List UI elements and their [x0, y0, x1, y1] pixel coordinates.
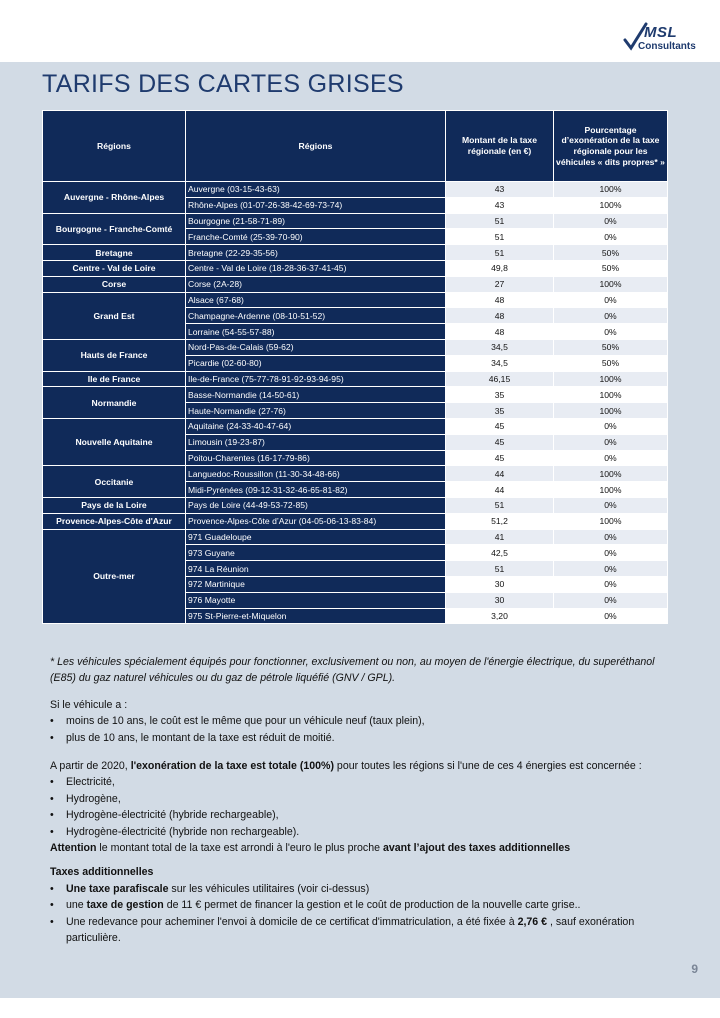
exo-text: A partir de 2020, — [50, 760, 131, 773]
header-pourcentage: Pourcentage d’exonération de la taxe régionale pour les véhicules « dits propres* » — [554, 111, 668, 182]
header-departements: Régions — [186, 111, 446, 182]
amount-cell: 42,5 — [446, 545, 554, 561]
attention-label: Attention — [50, 842, 97, 855]
amount-cell: 48 — [446, 292, 554, 308]
dept-cell: Centre - Val de Loire (18-28-36-37-41-45) — [186, 260, 446, 276]
table-row — [43, 245, 668, 261]
dept-cell: 972 Martinique — [186, 576, 446, 592]
list-item: • moins de 10 ans, le coût est le même que pour un véhicule neuf (taux plein), — [50, 713, 670, 729]
dept-cell: Midi-Pyrénées (09-12-31-32-46-65-81-82) — [186, 482, 446, 498]
list-item: • Hydrogène, — [50, 791, 670, 807]
dept-cell: 973 Guyane — [186, 545, 446, 561]
table-row — [43, 339, 668, 355]
region-cell: Grand Est — [43, 292, 186, 339]
pct-cell: 100% — [554, 387, 668, 403]
amount-cell: 48 — [446, 308, 554, 324]
pct-cell: 50% — [554, 260, 668, 276]
amount-cell: 51 — [446, 213, 554, 229]
table-row — [43, 387, 668, 403]
pct-cell: 100% — [554, 371, 668, 387]
footnote: * Les véhicules spécialement équipés pour fonctionner, exclusivement ou non, au moyen de l'énergie électrique, du superéthanol (E85) du gaz naturel véhicules ou du gaz de pétrole liquéfié (GNV / GPL). — [50, 656, 655, 685]
region-cell: Bourgogne - Franche-Comté — [43, 213, 186, 245]
amount-cell: 43 — [446, 182, 554, 198]
tarifs-table — [42, 110, 668, 624]
table-row — [43, 418, 668, 434]
amount-cell: 41 — [446, 529, 554, 545]
dept-cell: Bretagne (22-29-35-56) — [186, 245, 446, 261]
pct-cell: 0% — [554, 418, 668, 434]
taxes-title-text: Taxes additionnelles — [50, 866, 154, 879]
exoneration-paragraph — [50, 758, 670, 774]
tax1-bold: Une taxe parafiscale — [66, 882, 169, 895]
list-item — [50, 914, 670, 947]
list-item: • Hydrogène-électricité (hybride rechargeable), — [50, 807, 670, 823]
amount-cell: 34,5 — [446, 339, 554, 355]
table-row — [43, 466, 668, 482]
pct-cell: 100% — [554, 197, 668, 213]
pct-cell: 100% — [554, 182, 668, 198]
pct-cell: 0% — [554, 545, 668, 561]
amount-cell: 35 — [446, 403, 554, 419]
dept-cell: Lorraine (54-55-57-88) — [186, 324, 446, 340]
table-row — [43, 182, 668, 198]
list-item — [50, 897, 670, 913]
dept-cell: Alsace (67-68) — [186, 292, 446, 308]
list-item: • plus de 10 ans, le montant de la taxe est réduit de moitié. — [50, 730, 670, 746]
amount-cell: 35 — [446, 387, 554, 403]
tax3-bold: 2,76 € — [517, 915, 548, 928]
amount-cell: 45 — [446, 434, 554, 450]
dept-cell: Haute-Normandie (27-76) — [186, 403, 446, 419]
attention-paragraph — [50, 840, 670, 856]
amount-cell: 43 — [446, 197, 554, 213]
pct-cell: 0% — [554, 213, 668, 229]
amount-cell: 34,5 — [446, 355, 554, 371]
taxes-list — [50, 881, 670, 947]
region-cell: Outre-mer — [43, 529, 186, 624]
amount-cell: 44 — [446, 482, 554, 498]
amount-cell: 44 — [446, 466, 554, 482]
age-intro: Si le véhicule a : — [50, 698, 128, 711]
pct-cell: 0% — [554, 229, 668, 245]
table-row — [43, 213, 668, 229]
amount-cell: 48 — [446, 324, 554, 340]
pct-cell: 0% — [554, 576, 668, 592]
pct-cell: 0% — [554, 561, 668, 577]
table-row — [43, 513, 668, 529]
amount-cell: 51 — [446, 561, 554, 577]
tax2-bold: taxe de gestion — [86, 899, 164, 912]
amount-cell: 3,20 — [446, 608, 554, 624]
pct-cell: 0% — [554, 434, 668, 450]
dept-cell: Nord-Pas-de-Calais (59-62) — [186, 339, 446, 355]
amount-cell: 30 — [446, 576, 554, 592]
pct-cell: 0% — [554, 497, 668, 513]
dept-cell: Basse-Normandie (14-50-61) — [186, 387, 446, 403]
region-cell: Auvergne - Rhône-Alpes — [43, 182, 186, 214]
dept-cell: Pays de Loire (44-49-53-72-85) — [186, 497, 446, 513]
pct-cell: 0% — [554, 529, 668, 545]
pct-cell: 0% — [554, 324, 668, 340]
pct-cell: 50% — [554, 339, 668, 355]
tax3-text: , sauf exonération particulière. — [66, 915, 635, 945]
tax2-pre: une — [66, 899, 87, 912]
page-header — [0, 0, 720, 62]
pct-cell: 50% — [554, 245, 668, 261]
list-item: • Electricité, — [50, 774, 670, 790]
dept-cell: Provence-Alpes-Côte d’Azur (04-05-06-13-83-84) — [186, 513, 446, 529]
msl-logo — [622, 20, 696, 60]
region-cell: Occitanie — [43, 466, 186, 498]
dept-cell: 976 Mayotte — [186, 592, 446, 608]
table-row — [43, 371, 668, 387]
amount-cell: 46,15 — [446, 371, 554, 387]
pct-cell: 0% — [554, 450, 668, 466]
dept-cell: Ile-de-France (75-77-78-91-92-93-94-95) — [186, 371, 446, 387]
region-cell: Corse — [43, 276, 186, 292]
dept-cell: 975 St-Pierre-et-Miquelon — [186, 608, 446, 624]
table-row — [43, 529, 668, 545]
header-regions: Régions — [43, 111, 186, 182]
dept-cell: Franche-Comté (25-39-70-90) — [186, 229, 446, 245]
region-cell: Hauts de France — [43, 339, 186, 371]
dept-cell: Rhône-Alpes (01-07-26-38-42-69-73-74) — [186, 197, 446, 213]
dept-cell: Auvergne (03-15-43-63) — [186, 182, 446, 198]
dept-cell: Picardie (02-60-80) — [186, 355, 446, 371]
dept-cell: 974 La Réunion — [186, 561, 446, 577]
attention-bold-text: avant l’ajout des taxes additionnelles — [382, 842, 571, 855]
notes-section — [50, 654, 670, 947]
attention-text: le montant total de la taxe est arrondi à l'euro le plus proche — [96, 842, 383, 855]
logo-line1: MSL — [644, 24, 678, 41]
pct-cell: 100% — [554, 482, 668, 498]
pct-cell: 0% — [554, 608, 668, 624]
tax1-text: sur les véhicules utilitaires (voir ci-dessus) — [168, 882, 370, 895]
pct-cell: 100% — [554, 513, 668, 529]
page-title: TARIFS DES CARTES GRISES — [42, 70, 404, 98]
logo-line2: Consultants — [638, 41, 696, 52]
dept-cell: Aquitaine (24-33-40-47-64) — [186, 418, 446, 434]
exo-bold-text: l'exonération de la taxe est totale (100%) — [130, 760, 334, 773]
amount-cell: 51 — [446, 229, 554, 245]
table-body — [43, 182, 668, 624]
dept-cell: Languedoc-Roussillon (11-30-34-48-66) — [186, 466, 446, 482]
energies-list — [50, 774, 670, 840]
tax2-text: de 11 € permet de financer la gestion et le coût de production de la nouvelle carte grise.. — [163, 899, 581, 912]
region-cell: Centre - Val de Loire — [43, 260, 186, 276]
table-row — [43, 292, 668, 308]
table-row — [43, 260, 668, 276]
pct-cell: 50% — [554, 355, 668, 371]
pct-cell: 0% — [554, 592, 668, 608]
amount-cell: 49,8 — [446, 260, 554, 276]
amount-cell: 51,2 — [446, 513, 554, 529]
region-cell: Provence-Alpes-Côte d'Azur — [43, 513, 186, 529]
list-item: • Hydrogène-électricité (hybride non rechargeable). — [50, 824, 670, 840]
amount-cell: 51 — [446, 497, 554, 513]
amount-cell: 45 — [446, 450, 554, 466]
dept-cell: Bourgogne (21-58-71-89) — [186, 213, 446, 229]
amount-cell: 27 — [446, 276, 554, 292]
region-cell: Normandie — [43, 387, 186, 419]
region-cell: Ile de France — [43, 371, 186, 387]
list-item — [50, 881, 670, 897]
table-row — [43, 276, 668, 292]
age-list — [50, 713, 670, 746]
amount-cell: 45 — [446, 418, 554, 434]
dept-cell: Champagne-Ardenne (08-10-51-52) — [186, 308, 446, 324]
pct-cell: 0% — [554, 292, 668, 308]
tax3-pre: Une redevance pour acheminer l'envoi à domicile de ce certificat d'immatriculation, a été fixée à — [66, 915, 518, 928]
dept-cell: Poitou-Charentes (16-17-79-86) — [186, 450, 446, 466]
pct-cell: 0% — [554, 308, 668, 324]
taxes-title — [50, 864, 670, 880]
table-row — [43, 497, 668, 513]
dept-cell: Limousin (19-23-87) — [186, 434, 446, 450]
region-cell: Nouvelle Aquitaine — [43, 418, 186, 465]
dept-cell: Corse (2A-28) — [186, 276, 446, 292]
page-number: 9 — [691, 962, 698, 976]
table-header-row — [43, 111, 668, 182]
header-montant: Montant de la taxe régionale (en €) — [446, 111, 554, 182]
dept-cell: 971 Guadeloupe — [186, 529, 446, 545]
amount-cell: 51 — [446, 245, 554, 261]
pct-cell: 100% — [554, 403, 668, 419]
region-cell: Pays de la Loire — [43, 497, 186, 513]
pct-cell: 100% — [554, 466, 668, 482]
pct-cell: 100% — [554, 276, 668, 292]
exo-text-end: pour toutes les régions si l'une de ces 4 énergies est concernée : — [333, 760, 642, 773]
amount-cell: 30 — [446, 592, 554, 608]
region-cell: Bretagne — [43, 245, 186, 261]
